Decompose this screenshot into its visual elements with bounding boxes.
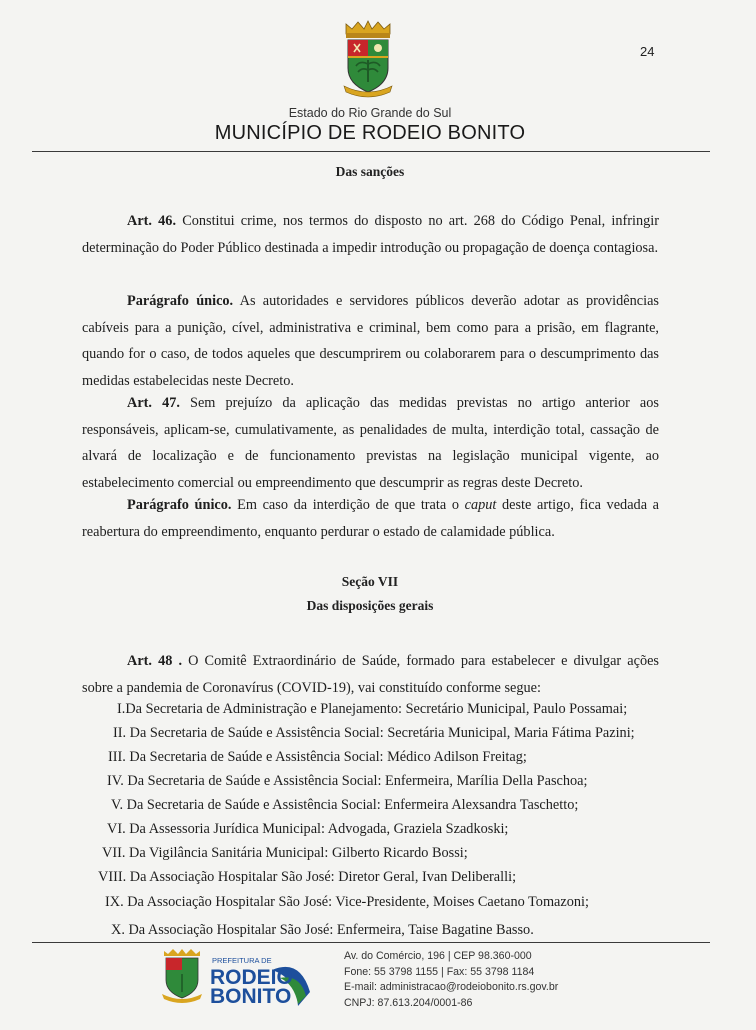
caput-term: caput [464,497,497,513]
footer-address: Av. do Comércio, 196 | CEP 98.360-000 [344,950,532,962]
footer-logo-prefix: PREFEITURA DE [212,956,272,965]
footer-divider [32,942,710,943]
footer-logo-bonito: BONITO [210,985,292,1008]
committee-item-5: V. Da Secretaria de Saúde e Assistência Social: Enfermeira Alexsandra Taschetto; [111,797,579,813]
committee-item-10: X. Da Associação Hospitalar São José: Enfermeira, Taise Bagatine Basso. [111,922,534,938]
article-48 [82,648,659,701]
committee-item-3: III. Da Secretaria de Saúde e Assistência Social: Médico Adilson Freitag; [108,749,527,765]
prefeitura-logo [160,948,320,1008]
committee-item-4: IV. Da Secretaria de Saúde e Assistência Social: Enfermeira, Marília Della Paschoa; [107,773,588,789]
committee-item-1: I.Da Secretaria de Administração e Planejamento: Secretário Municipal, Paulo Possamai; [117,701,628,717]
municipal-crest-icon [340,20,396,98]
section-heading-secao-vii: Seção VII [341,574,399,589]
footer-phone: Fone: 55 3798 1155 | Fax: 55 3798 1184 [344,965,535,978]
article-46-paragraph-text: As autoridades e servidores públicos deverão adotar as providências cabíveis para a punição, cível, administrativa e criminal, bem como para a prisão, em flagrante, quando for o caso, de todos aqueles que descumprirem ou colaborarem para o descumprimento das medidas estabelecidas neste Decreto. [82,293,659,389]
committee-item-2: II. Da Secretaria de Saúde e Assistência Social: Secretária Municipal, Maria Fátima Pazini; [113,725,635,741]
article-48-text: O Comitê Extraordinário de Saúde, formado para estabelecer e divulgar ações sobre a pandemia de Coronavírus (COVID-19), vai constituído conforme segue: [82,653,660,696]
committee-item-8: VIII. Da Associação Hospitalar São José: Diretor Geral, Ivan Deliberalli; [98,869,517,885]
municipality-title: MUNICÍPIO DE RODEIO BONITO [214,122,526,144]
article-46-paragraph [82,288,659,394]
article-46-label: Art. 46. [127,213,177,229]
article-46 [82,208,659,261]
article-47-paragraph [82,492,659,545]
state-name: Estado do Rio Grande do Sul [288,106,452,120]
section-heading-disposicoes-gerais: Das disposições gerais [306,598,434,613]
article-46-paragraph-label: Parágrafo único. [127,293,234,309]
article-47-text: Sem prejuízo da aplicação das medidas previstas no artigo anterior aos responsáveis, aplicam-se, cumulativamente, as penalidades de multa, interdição total, cassação de alvará de localização e de funcionamento previstas na legislação municipal vigente, ao estabelecimento comercial ou empreendimento que descumprir as regras deste Decreto. [82,395,659,491]
footer-email: E-mail: administracao@rodeiobonito.rs.gov.br [344,981,559,994]
section-heading-sancoes: Das sanções [335,164,405,179]
footer-cnpj: CNPJ: 87.613.204/0001-86 [344,996,473,1009]
committee-item-9: IX. Da Associação Hospitalar São José: Vice-Presidente, Moises Caetano Tomazoni; [105,894,589,910]
article-47-paragraph-label: Parágrafo único. [127,497,232,513]
article-46-text: Constitui crime, nos termos do disposto no art. 268 do Código Penal, infringir determinação do Poder Público destinada a impedir introdução ou propagação de doença contagiosa. [82,213,659,256]
header-divider [32,151,710,152]
page-number: 24 [640,44,655,59]
article-47-label: Art. 47. [127,395,180,411]
article-47-paragraph-text-after: deste artigo, fica vedada a reabertura do empreendimento, enquanto perdurar o estado de calamidade pública. [82,497,659,540]
article-47-paragraph-text-before: Em caso da interdição de que trata o [237,497,459,513]
committee-item-7: VII. Da Vigilância Sanitária Municipal: Gilberto Ricardo Bossi; [102,845,468,861]
footer-contact [344,949,558,1011]
committee-item-6: VI. Da Assessoria Jurídica Municipal: Advogada, Graziela Szadkoski; [107,821,509,837]
footer-crest-icon [162,949,202,1003]
article-47 [82,390,659,496]
footer-logo-rodeio: RODEIO [210,966,293,989]
article-48-label: Art. 48 . [127,653,183,669]
